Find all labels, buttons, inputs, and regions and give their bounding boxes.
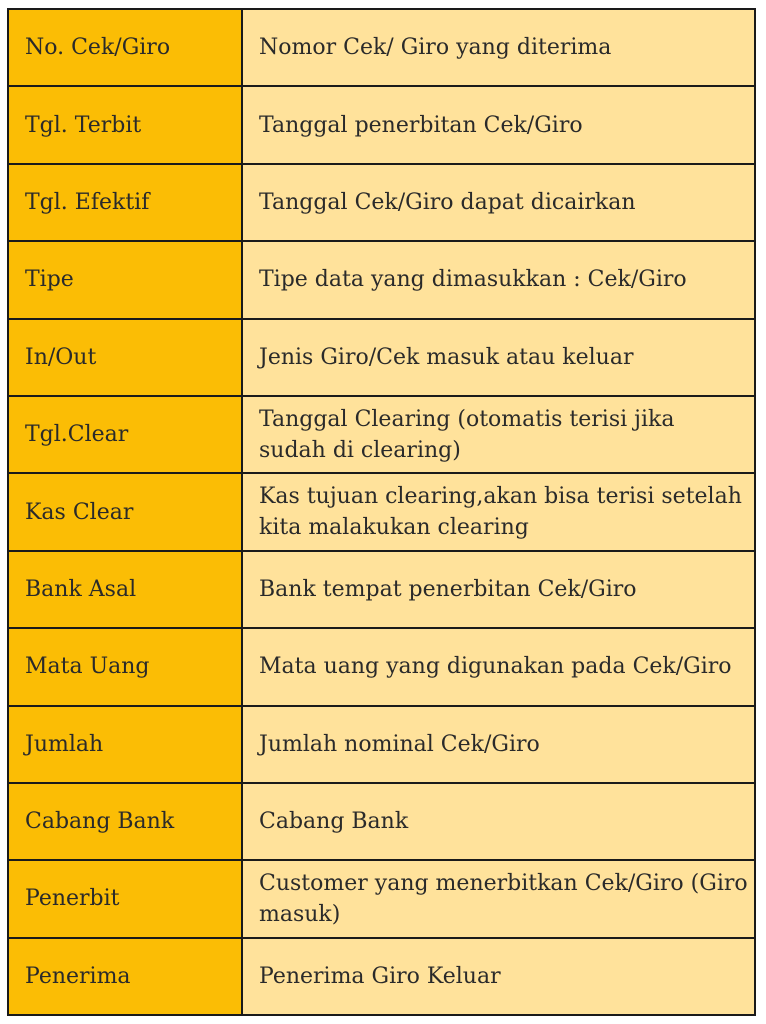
field-name-cell: Tgl. Efektif: [8, 164, 242, 241]
table-row: [8, 164, 755, 241]
field-name-cell: Cabang Bank: [8, 783, 242, 860]
field-name-cell: Tipe: [8, 241, 242, 318]
field-description-cell: Cabang Bank: [242, 783, 755, 860]
field-name-cell: In/Out: [8, 319, 242, 396]
field-description-cell: Tanggal Clearing (otomatis terisi jika sudah di clearing): [242, 396, 755, 473]
field-description-cell: Jenis Giro/Cek masuk atau keluar: [242, 319, 755, 396]
field-name-cell: Jumlah: [8, 706, 242, 783]
field-description-table: [7, 8, 756, 1016]
table-row: [8, 9, 755, 86]
field-description-cell: Mata uang yang digunakan pada Cek/Giro: [242, 628, 755, 705]
field-description-cell: Tanggal penerbitan Cek/Giro: [242, 86, 755, 163]
field-name-cell: Tgl. Terbit: [8, 86, 242, 163]
table-row: [8, 86, 755, 163]
field-description-cell: Bank tempat penerbitan Cek/Giro: [242, 551, 755, 628]
field-name-cell: Tgl.Clear: [8, 396, 242, 473]
field-name-cell: Penerima: [8, 938, 242, 1015]
field-name-cell: Penerbit: [8, 860, 242, 937]
field-name-cell: Bank Asal: [8, 551, 242, 628]
table-row: [8, 860, 755, 937]
field-description-cell: Nomor Cek/ Giro yang diterima: [242, 9, 755, 86]
table-row: [8, 319, 755, 396]
table-row: [8, 628, 755, 705]
table-row: [8, 473, 755, 550]
field-description-cell: Jumlah nominal Cek/Giro: [242, 706, 755, 783]
field-description-cell: Tanggal Cek/Giro dapat dicairkan: [242, 164, 755, 241]
table-row: [8, 706, 755, 783]
table-body: [8, 9, 755, 1015]
field-description-cell: Kas tujuan clearing,akan bisa terisi setelah kita malakukan clearing: [242, 473, 755, 550]
table-row: [8, 396, 755, 473]
field-description-cell: Penerima Giro Keluar: [242, 938, 755, 1015]
table-row: [8, 783, 755, 860]
table-row: [8, 938, 755, 1015]
field-name-cell: Mata Uang: [8, 628, 242, 705]
field-description-cell: Customer yang menerbitkan Cek/Giro (Giro masuk): [242, 860, 755, 937]
field-name-cell: No. Cek/Giro: [8, 9, 242, 86]
table-row: [8, 551, 755, 628]
field-name-cell: Kas Clear: [8, 473, 242, 550]
field-description-cell: Tipe data yang dimasukkan : Cek/Giro: [242, 241, 755, 318]
table-row: [8, 241, 755, 318]
